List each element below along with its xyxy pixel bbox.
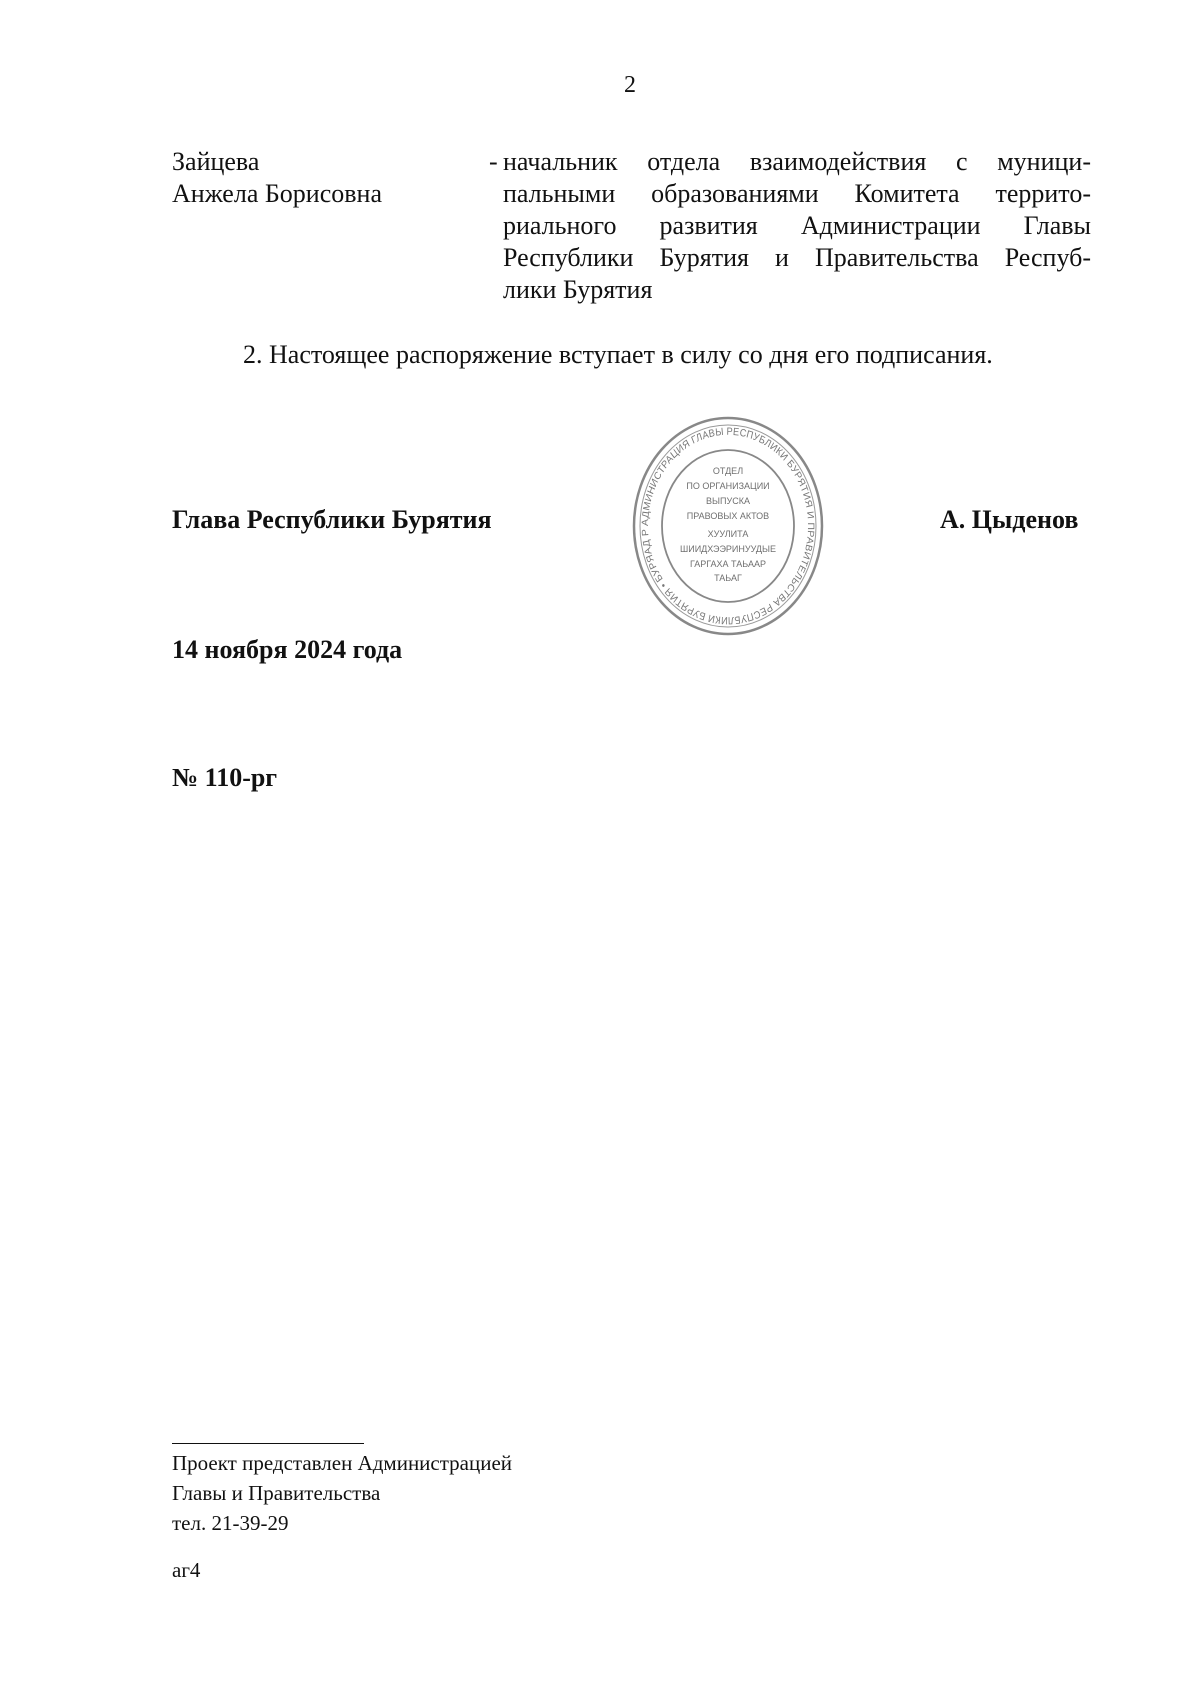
clause-2: 2. Настоящее распоряжение вступает в силу со дня его подписания.	[243, 340, 993, 369]
position-line-1: начальник отдела взаимодействия с муници-	[503, 147, 1091, 176]
seal-line-7: ГАРГАХА ТАЬААР	[690, 559, 766, 569]
footer-line-2: Главы и Правительства	[172, 1481, 381, 1505]
seal-line-2: ПО ОРГАНИЗАЦИИ	[686, 481, 770, 491]
dash-separator: -	[489, 147, 498, 176]
seal-ring-text: АДМИНИСТРАЦИЯ ГЛАВЫ РЕСПУБЛИКИ БУРЯТИЯ И ПРАВИТЕЛЬСТВА РЕСПУБЛИКИ БУРЯТИЯ • БУРЯАД Р	[640, 426, 816, 626]
seal-line-3: ВЫПУСКА	[706, 496, 750, 506]
footer-line-3: тел. 21-39-29	[172, 1511, 289, 1535]
footer-line-1: Проект представлен Администрацией	[172, 1451, 513, 1475]
member-surname: Зайцева	[172, 147, 260, 176]
position-line-4: Республики Бурятия и Правительства Респуб-	[503, 243, 1091, 272]
seal-line-8: ТАЬАГ	[714, 573, 742, 583]
footer-note	[172, 1448, 512, 1538]
seal-line-1: ОТДЕЛ	[712, 466, 744, 476]
document-number: № 110-рг	[172, 763, 278, 792]
seal-line-5: ХУУЛИТА	[707, 529, 749, 539]
member-name	[172, 146, 382, 210]
document-date: 14 ноября 2024 года	[172, 635, 403, 664]
seal-line-6: ШИИДХЭЭРИНУУДЫЕ	[680, 544, 776, 554]
signatory-title: Глава Республики Бурятия	[172, 505, 492, 534]
member-position	[489, 146, 1091, 306]
signatory-name: А. Цыденов	[940, 505, 1079, 534]
position-line-2: пальными образованиями Комитета террито-	[503, 179, 1091, 208]
official-seal-stamp	[632, 416, 824, 636]
member-given-names: Анжела Борисовна	[172, 179, 382, 208]
position-line-5: лики Бурятия	[503, 275, 653, 304]
seal-line-4: ПРАВОВЫХ АКТОВ	[686, 511, 770, 521]
document-code: аг4	[172, 1558, 201, 1582]
position-line-3: риального развития Администрации Главы	[503, 211, 1091, 240]
footer-divider	[172, 1443, 364, 1444]
page-number: 2	[624, 72, 636, 98]
